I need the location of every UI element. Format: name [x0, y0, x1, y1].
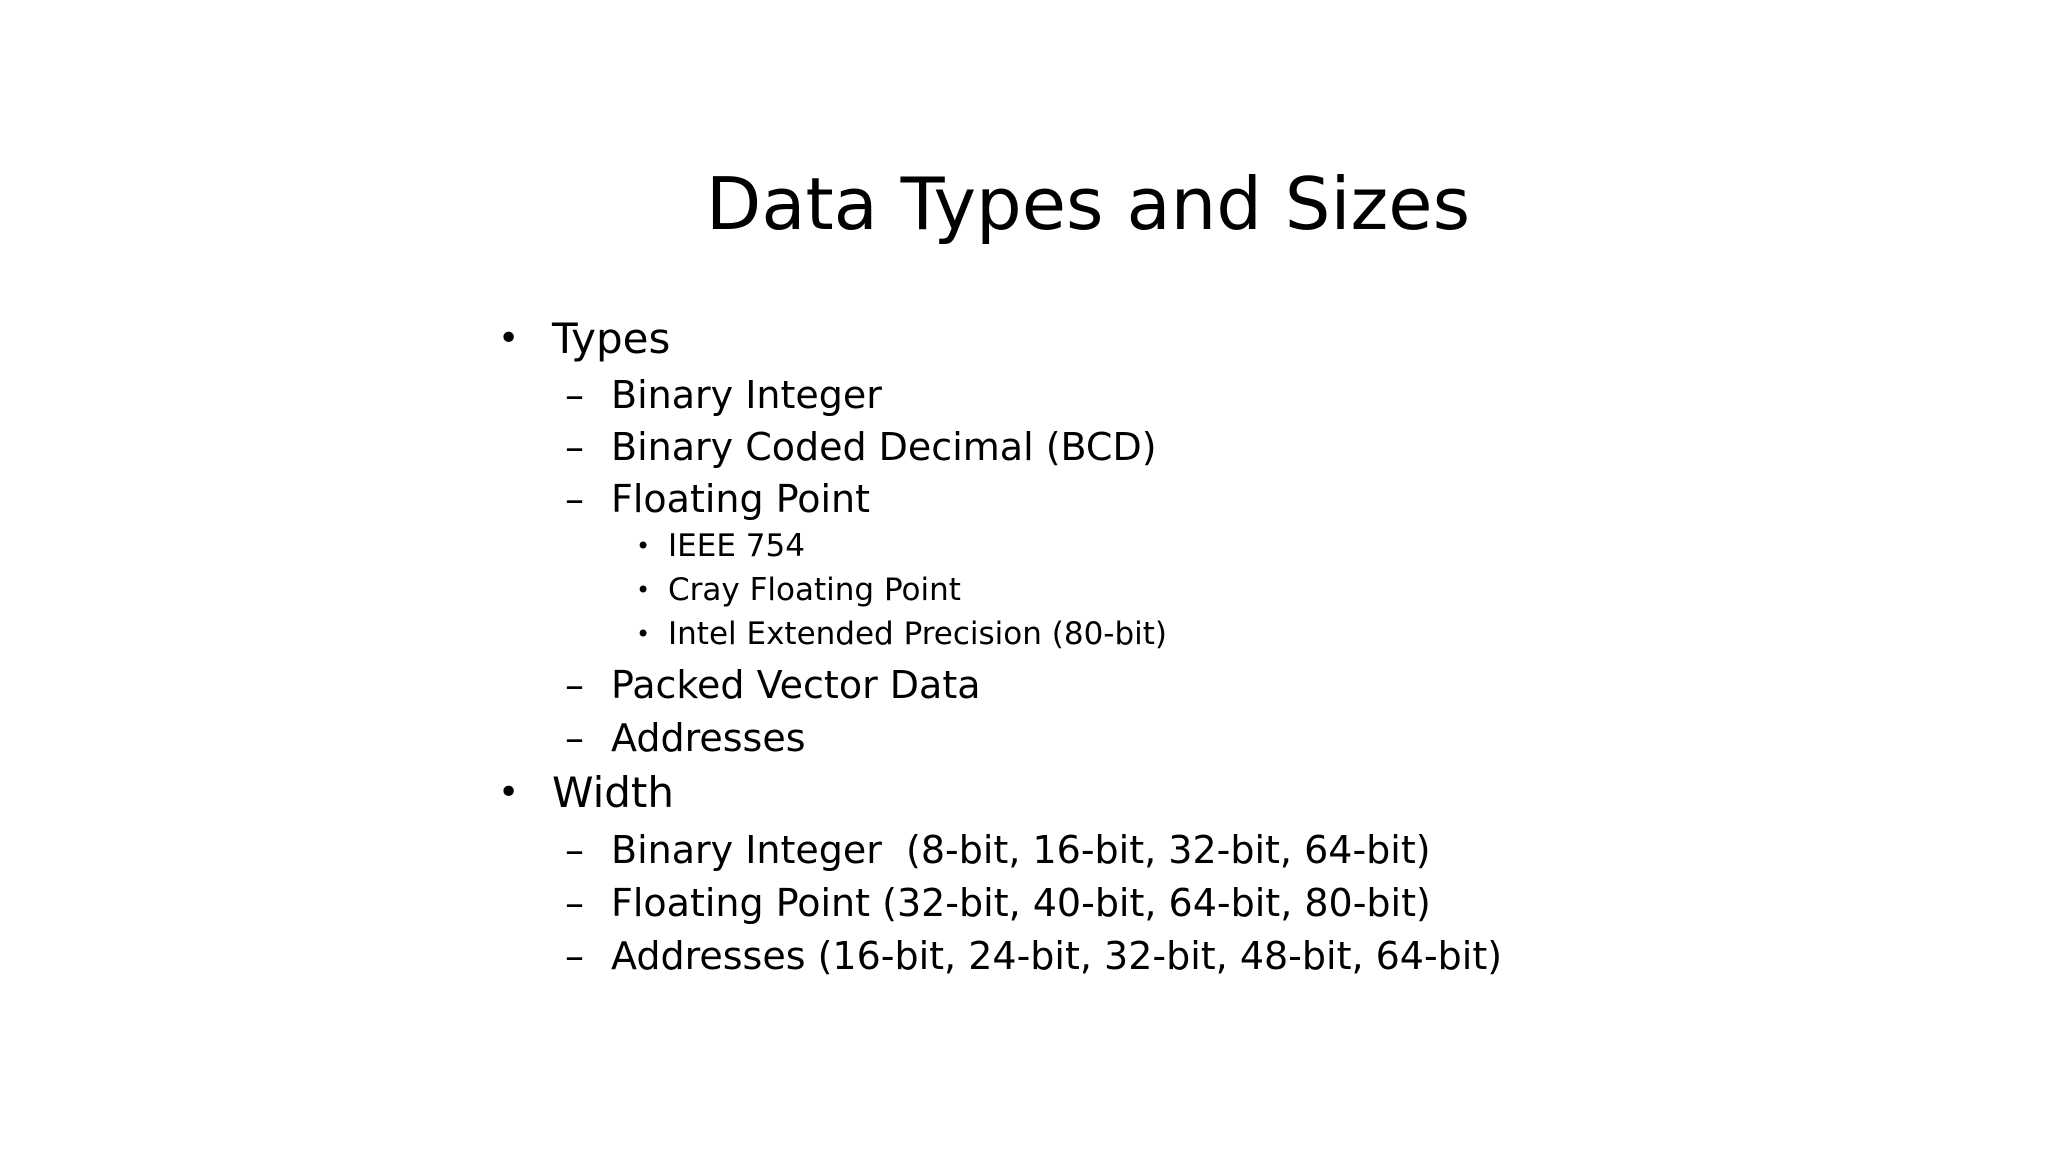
dash-marker: – [565, 828, 584, 872]
bullet-label: Types [552, 314, 671, 363]
sub-sub-item-label: Intel Extended Precision (80-bit) [668, 616, 1168, 652]
dash-marker: – [565, 881, 584, 925]
bullet-marker: • [498, 772, 520, 813]
dash-marker: – [565, 663, 584, 707]
small-bullet-marker: • [636, 532, 651, 560]
sub-sub-item-label: IEEE 754 [668, 528, 805, 564]
dash-marker: – [565, 716, 584, 760]
small-bullet-marker: • [636, 620, 651, 648]
small-bullet-marker: • [636, 576, 651, 604]
dash-marker: – [565, 425, 584, 469]
sub-sub-item-label: Cray Floating Point [668, 572, 961, 608]
sub-item-label: Binary Integer (8-bit, 16-bit, 32-bit, 64-bit) [611, 828, 1431, 872]
sub-item-label: Binary Integer [611, 373, 882, 417]
sub-item-label: Binary Coded Decimal (BCD) [611, 425, 1157, 469]
dash-marker: – [565, 934, 584, 978]
sub-item-label: Floating Point [611, 477, 871, 521]
bullet-marker: • [498, 318, 520, 359]
sub-item-label: Packed Vector Data [611, 663, 981, 707]
slide-title: Data Types and Sizes [705, 162, 1471, 246]
sub-item-label: Floating Point (32-bit, 40-bit, 64-bit, 80-bit) [611, 881, 1431, 925]
bullet-label: Width [552, 768, 675, 817]
dash-marker: – [565, 477, 584, 521]
dash-marker: – [565, 373, 584, 417]
sub-item-label: Addresses (16-bit, 24-bit, 32-bit, 48-bit, 64-bit) [611, 934, 1503, 978]
sub-item-label: Addresses [611, 716, 806, 760]
